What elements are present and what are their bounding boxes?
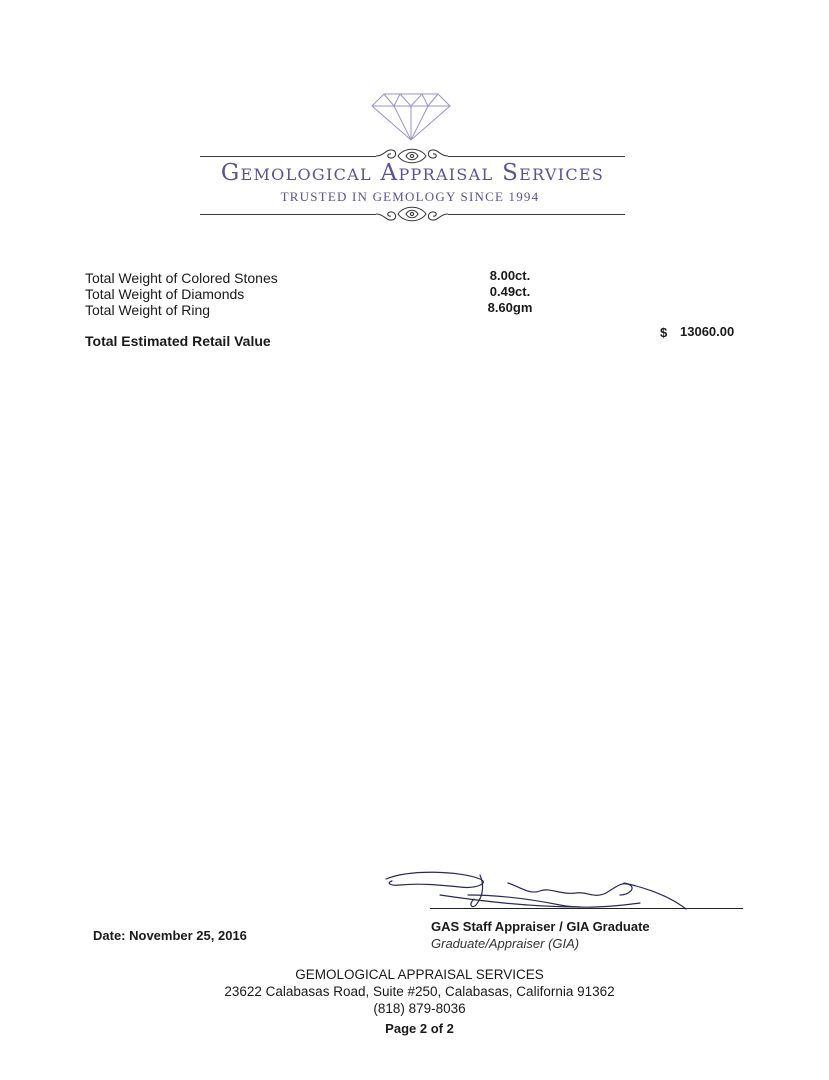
total-currency: $: [660, 325, 668, 340]
total-label: Total Estimated Retail Value: [85, 333, 271, 349]
weight-value: 8.60gm: [487, 300, 533, 315]
weight-row-ring: [85, 300, 745, 316]
total-value: 13060.00: [680, 324, 735, 339]
weight-label: Total Weight of Diamonds: [85, 286, 245, 302]
footer-address: 23622 Calabasas Road, Suite #250, Calabasas, California 91362: [224, 984, 615, 999]
letterhead: [190, 88, 635, 233]
weight-label: Total Weight of Ring: [85, 302, 211, 318]
signer-title: GAS Staff Appraiser / GIA Graduate: [431, 919, 650, 934]
signature-line: [430, 908, 743, 909]
weight-row-colored-stones: [85, 268, 745, 284]
page-number: Page 2 of 2: [385, 1021, 454, 1036]
weight-value: 8.00ct.: [489, 268, 531, 283]
weights-table: [85, 268, 745, 316]
footer-company: GEMOLOGICAL APPRAISAL SERVICES: [295, 967, 544, 982]
diamond-icon: [370, 92, 452, 142]
total-retail-value-row: [85, 324, 745, 349]
company-name: Gemological Appraisal Services: [220, 160, 605, 186]
weight-value: 0.49ct.: [489, 284, 531, 299]
footer-phone: (818) 879-8036: [373, 1001, 466, 1016]
weight-row-diamonds: [85, 284, 745, 300]
weight-label: Total Weight of Colored Stones: [85, 270, 278, 286]
footer: [0, 966, 829, 1036]
scroll-ornament-icon: [376, 203, 448, 225]
company-tagline: TRUSTED IN GEMOLOGY SINCE 1994: [280, 189, 540, 204]
appraisal-date: Date: November 25, 2016: [93, 928, 247, 943]
signer-subtitle: Graduate/Appraiser (GIA): [431, 936, 580, 951]
